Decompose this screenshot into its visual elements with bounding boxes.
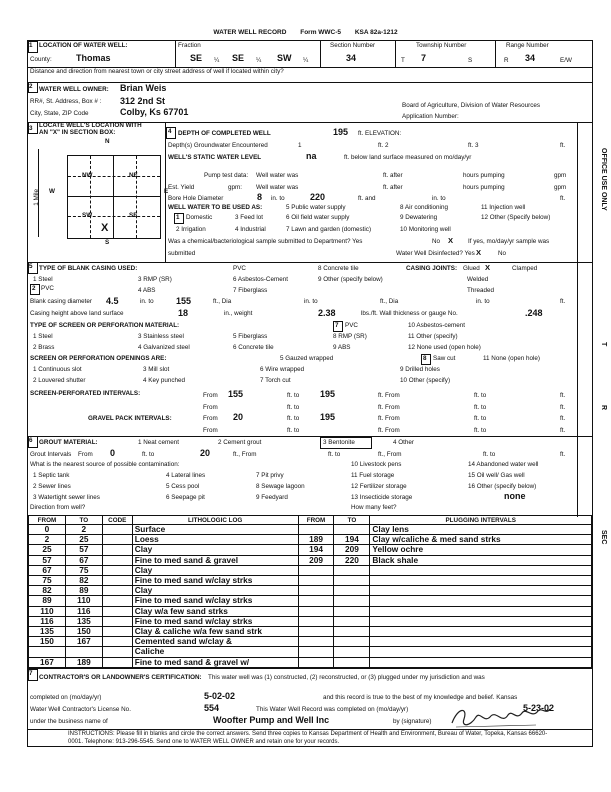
ksa-number: KSA 82a-1212 <box>354 29 398 36</box>
bore-value[interactable]: 8 <box>257 192 263 202</box>
log-cell-to[interactable]: 57 <box>65 545 102 555</box>
casing-label: TYPE OF BLANK CASING USED: <box>39 265 138 272</box>
casing-steel[interactable]: 1 Steel <box>33 276 53 283</box>
log-cell-plug-from[interactable] <box>298 616 334 626</box>
owner-value[interactable]: Brian Weis <box>120 83 167 93</box>
use-dewatering[interactable]: 9 Dewatering <box>400 214 438 221</box>
log-cell-plug-from[interactable] <box>298 657 334 667</box>
log-cell-plug-desc[interactable]: Black shale <box>370 555 592 565</box>
casing-asbestos[interactable]: 6 Asbestos-Cement <box>233 276 288 283</box>
opening-key-punched[interactable]: 4 Key punched <box>143 377 186 384</box>
log-cell-from[interactable] <box>29 647 66 657</box>
use-lawn-garden[interactable]: 7 Lawn and garden (domestic) <box>286 226 372 233</box>
log-cell-plug-to[interactable] <box>334 576 370 586</box>
table-row <box>29 637 592 647</box>
log-cell-plug-to[interactable] <box>334 616 370 626</box>
contam-feedyard[interactable]: 9 Feedyard <box>256 494 288 501</box>
log-cell-code[interactable] <box>102 555 132 565</box>
use-feed-lot[interactable]: 3 Feed lot <box>235 214 264 221</box>
screen-stainless[interactable]: 3 Stainless steel <box>138 333 184 340</box>
perf-from-value[interactable]: 155 <box>228 389 244 399</box>
log-cell-plug-from[interactable] <box>298 647 334 657</box>
use-monitoring[interactable]: 10 Monitoring well <box>400 226 451 233</box>
section-5-number: 5 <box>29 263 33 270</box>
county-value[interactable]: Thomas <box>76 53 111 63</box>
certification-text: This water well was (1) constructed, (2) reconstructed, or (3) plugged under my jurisdiction and was <box>208 674 485 681</box>
perf-intervals-label: SCREEN-PERFORATED INTERVALS: <box>30 390 141 397</box>
table-row <box>29 596 592 606</box>
blank-dia-label: Blank casing diameter <box>30 298 92 305</box>
section-4-number: 4 <box>168 128 172 135</box>
application-number-label: Application Number: <box>402 113 459 120</box>
contam-seepage[interactable]: 6 Seepage pit <box>166 494 205 501</box>
log-cell-lithology[interactable]: Cemented sand w/clay & <box>132 637 298 647</box>
table-row <box>29 647 592 657</box>
log-cell-plug-desc[interactable] <box>370 586 592 596</box>
log-cell-plug-to[interactable]: 220 <box>334 555 370 565</box>
log-header-row <box>29 516 592 525</box>
grid-ne: NE <box>129 172 138 179</box>
log-cell-plug-to[interactable] <box>334 627 370 637</box>
col-code: CODE <box>102 516 132 525</box>
section-location-grid[interactable] <box>67 155 161 239</box>
screen-brass[interactable]: 2 Brass <box>33 344 55 351</box>
log-cell-plug-desc[interactable]: Clay w/caliche & med sand strks <box>370 535 592 545</box>
joints-label: CASING JOINTS: <box>406 265 458 272</box>
township-value[interactable]: 7 <box>421 53 427 63</box>
log-cell-to[interactable]: 25 <box>65 535 102 545</box>
gravel-label: GRAVEL PACK INTERVALS: <box>88 415 172 422</box>
log-cell-code[interactable] <box>102 647 132 657</box>
contam-sewer[interactable]: 2 Sewer lines <box>33 483 71 490</box>
log-cell-plug-from[interactable] <box>298 596 334 606</box>
use-oil-field[interactable]: 6 Oil field water supply <box>286 214 350 221</box>
disinfected-label: Water Well Disinfected? Yes <box>396 250 475 257</box>
log-cell-plug-to[interactable] <box>334 657 370 667</box>
fraction-label: Fraction <box>178 42 201 49</box>
casing-other[interactable]: 9 Other (specify below) <box>318 276 383 283</box>
casing-wrought-iron[interactable]: PVC <box>233 265 246 272</box>
opening-drilled[interactable]: 9 Drilled holes <box>400 366 440 373</box>
log-cell-lithology[interactable]: Clay <box>132 565 298 575</box>
fraction-1[interactable]: SE <box>190 53 203 63</box>
contam-abandoned[interactable]: 14 Abandoned water well <box>468 461 539 468</box>
depth-value[interactable]: 195 <box>333 127 349 137</box>
est-yield-label: Est. Yield <box>168 184 195 191</box>
log-cell-lithology[interactable]: Fine to med sand w/clay strks <box>132 616 298 626</box>
license-value[interactable]: 554 <box>204 703 220 713</box>
opening-wire-wrapped[interactable]: 6 Wire wrapped <box>260 366 305 373</box>
opening-gauzed[interactable]: 5 Gauzed wrapped <box>280 355 334 362</box>
side-r-label: R <box>600 405 607 411</box>
contam-fertilizer[interactable]: 12 Fertilizer storage <box>351 483 407 490</box>
log-cell-plug-desc[interactable] <box>370 596 592 606</box>
use-air-conditioning[interactable]: 8 Air conditioning <box>400 204 448 211</box>
log-cell-lithology[interactable]: Clay w/a few sand strks <box>132 606 298 616</box>
bore-to-value[interactable]: 220 <box>310 192 326 202</box>
table-row <box>29 576 592 586</box>
log-cell-plug-desc[interactable] <box>370 606 592 616</box>
range-label: Range Number <box>506 42 549 49</box>
section-6-number: 6 <box>29 437 33 444</box>
section-1-number: 1 <box>29 42 33 49</box>
use-label: WELL WATER TO BE USED AS: <box>168 204 263 211</box>
screen-rmp[interactable]: 8 RMP (SR) <box>333 333 367 340</box>
grout-cement[interactable]: 2 Cement grout <box>218 439 262 446</box>
table-row <box>29 627 592 637</box>
section-number-value[interactable]: 34 <box>346 53 357 63</box>
casing-height-label: Casing height above land surface <box>30 310 124 317</box>
table-row <box>29 545 592 555</box>
log-cell-to[interactable]: 82 <box>65 576 102 586</box>
contam-cess-pool[interactable]: 5 Cess pool <box>166 483 200 490</box>
city-label: City, State, ZIP Code <box>30 110 89 117</box>
log-cell-plug-desc[interactable] <box>370 616 592 626</box>
table-row <box>29 535 592 545</box>
use-irrigation[interactable]: 2 Irrigation <box>176 226 206 233</box>
log-cell-lithology[interactable]: Fine to med sand & gravel w/ <box>132 657 298 667</box>
screen-none[interactable]: 12 None used (open hole) <box>408 344 481 351</box>
log-cell-code[interactable] <box>102 627 132 637</box>
owner-label: WATER WELL OWNER: <box>39 86 109 93</box>
log-cell-to[interactable]: 75 <box>65 565 102 575</box>
disinfected-yes-mark[interactable]: X <box>476 248 482 257</box>
gravel-to-value[interactable]: 195 <box>320 412 336 422</box>
log-cell-plug-to[interactable] <box>334 647 370 657</box>
form-title: WATER WELL RECORD <box>213 29 287 36</box>
log-cell-plug-to[interactable] <box>334 606 370 616</box>
screen-other[interactable]: 11 Other (specify) <box>408 333 458 340</box>
log-cell-plug-from[interactable]: 209 <box>298 555 334 565</box>
contam-lagoon[interactable]: 8 Sewage lagoon <box>256 483 305 490</box>
log-cell-plug-to[interactable] <box>334 637 370 647</box>
blank-dia-value[interactable]: 4.5 <box>106 296 119 306</box>
office-use-label: OFFICE USE ONLY <box>600 148 607 211</box>
casing-pvc-label[interactable]: PVC <box>41 285 54 292</box>
use-domestic[interactable]: Domestic <box>186 214 213 221</box>
log-cell-plug-desc[interactable] <box>370 576 592 586</box>
how-many-label: How many feet? <box>351 504 397 511</box>
section-3-number: 3 <box>29 125 33 132</box>
contam-watertight[interactable]: 3 Watertight sewer lines <box>33 494 100 501</box>
contam-oil-gas[interactable]: 15 Oil well/ Gas well <box>468 472 525 479</box>
board-label: Board of Agriculture, Division of Water Resources <box>402 102 541 109</box>
log-cell-lithology[interactable]: Fine to med sand w/clay strks <box>132 576 298 586</box>
fraction-3[interactable]: SW <box>277 53 292 63</box>
opening-continuous[interactable]: 1 Continuous slot <box>33 366 82 373</box>
business-label: under the business name of <box>30 718 108 725</box>
opening-other[interactable]: 10 Other (specify) <box>400 377 451 384</box>
lithologic-log-table <box>28 515 592 668</box>
gauge-value[interactable]: .248 <box>525 308 543 318</box>
log-cell-code[interactable] <box>102 596 132 606</box>
table-row <box>29 616 592 626</box>
groundwater-label: Depth(s) Groundwater Encountered <box>168 142 268 149</box>
log-cell-plug-from[interactable] <box>298 576 334 586</box>
log-cell-plug-desc[interactable]: Yellow ochre <box>370 545 592 555</box>
screen-pvc[interactable]: PVC <box>345 322 358 329</box>
log-cell-code[interactable] <box>102 525 132 535</box>
contam-fuel[interactable]: 11 Fuel storage <box>351 472 395 479</box>
side-sec-label: SEC <box>600 530 607 545</box>
log-cell-lithology[interactable]: Caliche <box>132 647 298 657</box>
log-cell-to[interactable]: 167 <box>65 637 102 647</box>
depth-label: DEPTH OF COMPLETED WELL <box>178 130 271 137</box>
direction-label: Direction from well? <box>30 504 86 511</box>
log-cell-code[interactable] <box>102 606 132 616</box>
log-cell-from[interactable]: 167 <box>29 657 66 667</box>
col-plug-from: FROM <box>298 516 334 525</box>
screen-steel[interactable]: 1 Steel <box>33 333 53 340</box>
log-cell-to[interactable]: 2 <box>65 525 102 535</box>
screen-label: TYPE OF SCREEN OR PERFORATION MATERIAL: <box>30 322 180 329</box>
log-cell-plug-to[interactable] <box>334 586 370 596</box>
grid-nw: NW <box>82 172 93 179</box>
col-from: FROM <box>29 516 66 525</box>
contam-pit-privy[interactable]: 7 Pit privy <box>256 472 284 479</box>
log-cell-from[interactable]: 25 <box>29 545 66 555</box>
log-cell-plug-from[interactable] <box>298 525 334 535</box>
blank-to-value[interactable]: 155 <box>176 296 192 306</box>
pump-test-label: Pump test data: <box>204 172 249 179</box>
log-cell-plug-from[interactable] <box>298 606 334 616</box>
log-cell-plug-from[interactable]: 189 <box>298 535 334 545</box>
section-2-number: 2 <box>29 83 33 90</box>
log-cell-code[interactable] <box>102 586 132 596</box>
table-row <box>29 606 592 616</box>
opening-mill-slot[interactable]: 3 Mill slot <box>143 366 170 373</box>
log-cell-from[interactable]: 89 <box>29 596 66 606</box>
distance-label: Distance and direction from nearest town or city street address of well if located within city? <box>30 68 284 75</box>
log-cell-to[interactable] <box>65 647 102 657</box>
log-cell-to[interactable]: 89 <box>65 586 102 596</box>
screen-asbestos[interactable]: 10 Asbestos-cement <box>408 322 466 329</box>
use-industrial[interactable]: 4 Industrial <box>235 226 266 233</box>
log-cell-plug-desc[interactable] <box>370 627 592 637</box>
grid-x-mark[interactable]: X <box>101 222 109 234</box>
use-injection-well[interactable]: 11 Injection well <box>481 204 526 211</box>
col-plug-to: TO <box>334 516 370 525</box>
log-cell-from[interactable]: 57 <box>29 555 66 565</box>
contam-insecticide[interactable]: 13 Insecticide storage <box>351 494 413 501</box>
log-cell-plug-from[interactable] <box>298 627 334 637</box>
casing-fiberglass[interactable]: 7 Fiberglass <box>233 287 268 294</box>
log-cell-code[interactable] <box>102 545 132 555</box>
table-row <box>29 525 592 535</box>
col-to: TO <box>65 516 102 525</box>
gravel-from-value[interactable]: 20 <box>233 412 244 422</box>
log-cell-plug-to[interactable]: 209 <box>334 545 370 555</box>
address-label: RR#, St. Address, Box # : <box>30 98 102 105</box>
side-t-label: T <box>600 342 607 347</box>
casing-abs[interactable]: 4 ABS <box>138 287 156 294</box>
log-cell-lithology[interactable]: Surface <box>132 525 298 535</box>
log-cell-plug-from[interactable] <box>298 565 334 575</box>
glued-mark[interactable]: X <box>485 263 491 272</box>
opening-louvered[interactable]: 2 Louvered shutter <box>33 377 86 384</box>
grout-to-value[interactable]: 20 <box>200 448 211 458</box>
col-lithologic-log: LITHOLOGIC LOG <box>132 516 298 525</box>
range-ew: E/W <box>560 57 572 64</box>
casing-rmp[interactable]: 3 RMP (SR) <box>138 276 172 283</box>
grout-from-value[interactable]: 0 <box>110 448 116 458</box>
log-cell-lithology[interactable]: Fine to med sand & gravel <box>132 555 298 565</box>
log-cell-from[interactable]: 150 <box>29 637 66 647</box>
license-label: Water Well Contractor's License No. <box>30 706 131 713</box>
log-cell-plug-desc[interactable]: Clay lens <box>370 525 592 535</box>
township-label: Township Number <box>416 42 467 49</box>
table-row <box>29 565 592 575</box>
opening-torch-cut[interactable]: 7 Torch cut <box>260 377 291 384</box>
table-row <box>29 555 592 565</box>
record-date-value[interactable]: 5-23-02 <box>523 703 555 713</box>
log-cell-plug-desc[interactable] <box>370 657 592 667</box>
contam-other-value[interactable]: none <box>504 491 526 501</box>
perf-to-value[interactable]: 195 <box>320 389 336 399</box>
bore-label: Bore Hole Diameter <box>168 195 224 202</box>
col-plugging-intervals: PLUGGING INTERVALS <box>370 516 592 525</box>
instructions: INSTRUCTIONS: Please fill in blanks and circle the correct answers. Send three copies to Kansas Department of Health and Environment, Bureau of Water, Topeka, Kansas 66620-0001. Telephone: 913-296-5545. Send one to WATER WELL OWNER and retain one for your records. <box>68 731 548 745</box>
log-cell-plug-to[interactable] <box>334 525 370 535</box>
log-cell-to[interactable]: 110 <box>65 596 102 606</box>
log-cell-lithology[interactable]: Clay <box>132 586 298 596</box>
log-cell-code[interactable] <box>102 576 132 586</box>
certification-label: CONTRACTOR'S OR LANDOWNER'S CERTIFICATION: <box>39 674 202 681</box>
table-row <box>29 657 592 667</box>
log-cell-lithology[interactable]: Fine to med sand w/clay strks <box>132 596 298 606</box>
county-label: County: <box>30 56 52 63</box>
log-cell-plug-to[interactable] <box>334 596 370 606</box>
log-cell-from[interactable]: 0 <box>29 525 66 535</box>
log-cell-from[interactable]: 135 <box>29 627 66 637</box>
chem-label: Was a chemical/bacteriological sample submitted to Department? Yes <box>168 238 363 245</box>
grid-sw: SW <box>82 212 93 219</box>
form-header <box>0 29 611 36</box>
city-value[interactable]: Colby, Ks 67701 <box>120 107 189 117</box>
static-level-label: WELL'S STATIC WATER LEVEL <box>168 154 262 161</box>
chem-no-mark[interactable]: X <box>448 236 454 245</box>
log-cell-from[interactable]: 82 <box>29 586 66 596</box>
grid-se: SE <box>129 212 138 219</box>
use-other[interactable]: 12 Other (Specify below) <box>481 214 551 221</box>
weight-value[interactable]: 2.38 <box>318 308 336 318</box>
business-value[interactable]: Woofter Pump and Well Inc <box>213 715 330 725</box>
log-cell-from[interactable]: 67 <box>29 565 66 575</box>
use-public-supply[interactable]: 5 Public water supply <box>286 204 346 211</box>
fraction-2[interactable]: SE <box>232 53 245 63</box>
openings-label: SCREEN OR PERFORATION OPENINGS ARE: <box>30 355 167 362</box>
screen-galvanized[interactable]: 4 Galvanized steel <box>138 344 190 351</box>
address-value[interactable]: 312 2nd St <box>120 96 166 106</box>
screen-fiberglass[interactable]: 5 Fiberglass <box>233 333 268 340</box>
locate-label: LOCATE WELL'S LOCATION WITH <box>39 122 142 129</box>
casing-concrete[interactable]: 8 Concrete tile <box>318 265 359 272</box>
log-cell-lithology[interactable]: Clay & caliche w/a few sand strk <box>132 627 298 637</box>
grout-neat-cement[interactable]: 1 Neat cement <box>138 439 179 446</box>
screen-abs[interactable]: 9 ABS <box>333 344 351 351</box>
opening-none[interactable]: 11 None (open hole) <box>483 355 540 362</box>
log-cell-code[interactable] <box>102 565 132 575</box>
log-cell-code[interactable] <box>102 616 132 626</box>
section-number-label: Section Number <box>330 42 376 49</box>
log-cell-to[interactable]: 189 <box>65 657 102 667</box>
log-cell-plug-from[interactable]: 194 <box>298 545 334 555</box>
contam-lateral[interactable]: 4 Lateral lines <box>166 472 206 479</box>
log-cell-code[interactable] <box>102 535 132 545</box>
log-cell-plug-from[interactable] <box>298 586 334 596</box>
log-cell-to[interactable]: 135 <box>65 616 102 626</box>
log-cell-to[interactable]: 116 <box>65 606 102 616</box>
location-label: LOCATION OF WATER WELL: <box>39 42 128 49</box>
log-cell-lithology[interactable]: Clay <box>132 545 298 555</box>
log-cell-plug-desc[interactable] <box>370 647 592 657</box>
log-cell-from[interactable]: 75 <box>29 576 66 586</box>
log-cell-plug-desc[interactable] <box>370 637 592 647</box>
static-level-value[interactable]: na <box>306 151 317 161</box>
log-cell-plug-to[interactable]: 194 <box>334 535 370 545</box>
form-number: Form WWC-5 <box>300 29 342 36</box>
range-value[interactable]: 34 <box>525 53 536 63</box>
grout-other[interactable]: 4 Other <box>393 439 414 446</box>
log-cell-plug-desc[interactable] <box>370 565 592 575</box>
screen-concrete[interactable]: 6 Concrete tile <box>233 344 274 351</box>
log-cell-from[interactable]: 2 <box>29 535 66 545</box>
log-cell-code[interactable] <box>102 637 132 647</box>
log-cell-lithology[interactable]: Loess <box>132 535 298 545</box>
log-cell-from[interactable]: 116 <box>29 616 66 626</box>
section-7-number: 7 <box>29 670 33 677</box>
log-cell-code[interactable] <box>102 657 132 667</box>
contam-septic[interactable]: 1 Septic tank <box>33 472 70 479</box>
completed-value[interactable]: 5-02-02 <box>204 691 236 701</box>
grout-label: GROUT MATERIAL: <box>39 439 98 446</box>
log-cell-to[interactable]: 67 <box>65 555 102 565</box>
well-record-form: 1 LOCATION OF WATER WELL: County: Thomas Fraction SE ¼ SE ¼ SW ¼ Section Number 34 Township Number T 7 S Range Number R 34 E/W Distance and direction from nearest town or city street address of well if located within city? 2 WATER WELL OWNER: Brian Weis RR#, St. Address, Box # : 312 2nd St City, State, ZIP Code Colby, Ks 67701 Board of Agriculture, Division of Water Resources Application Number: 3 LOCATE WELL'S LOCATION WITH AN "X" IN SECTION BOX: 4 N W E S 1 Mile DEPTH OF COMPLETED WELL 195 ft. ELEVATION: Depth(s) Groundwater Encountered 1 ft. 2 ft. 3 ft. WELL'S STATIC WATER LEVEL na ft. below land surface measured on mo/day/yr Pump test data: Well water was ft. after hours pumping gpm Est. Yield gpm: Well water was ft. after hours pumping gpm Bore Hole Diameter 8 in. to 220 ft. and in. to ft. WELL WATER TO BE USED AS: 5 Public water supply 8 Air conditioning 11 Injection well 1 Domestic 3 Feed lot 6 Oil field water supply 9 Dewatering 12 Other (Specify below) 2 Irrigation 4 Industrial 7 Lawn and garden (domestic) 10 Monitoring well Was a chemical/bacteriological sample submitted to Department? Yes No X If yes, mo/day/yr sample was submitted Water Well Disinfected? Yes X No 5 TYPE OF BLANK CASING USED: PVC 8 Concrete tile CASING JOINTS: Glued X Clamped 1 Steel 3 RMP (SR) 6 Asbestos-Cement 9 Other (specify below) Welded 2 PVC 4 ABS 7 Fiberglass Threaded Blank casing diameter 4.5 in. to 155 ft., Dia in. to ft., Dia in. to ft. Casing height above land surface 18 in., weight 2.38 lbs./ft. Wall thickness or gauge No. .248 TYPE OF SCREEN OR PERFORATION MATERIAL: 7 PVC 10 Asbestos-cement 1 Steel 3 Stainless steel 5 Fiberglass 8 RMP (SR) 11 Other (specify) 2 Brass 4 Galvanized steel 6 Concrete tile 9 ABS 12 None used (open hole) SCREEN OR PERFORATION OPENINGS ARE: 5 Gauzed wrapped 8 Saw cut 11 None (open hole) 1 Continuous slot 3 Mill slot 6 Wire wrapped 9 Drilled holes 2 Louvered shutter 4 Key punched 7 Torch cut 10 Other (specify) SCREEN-PERFORATED INTERVALS: From 155 ft. to 195 ft. From ft. to ft. From ft. to ft. From ft. to ft. GRAVEL PACK INTERVALS: From 20 ft. to 195 ft. From ft. to ft. From ft. to ft. From ft. to ft. 6 GROUT MATERIAL: 1 Neat cement 2 Cement grout 3 Bentonite 4 Other Grout Intervals From 0 ft. to 20 ft., From ft. to ft., From ft. to ft. What is the nearest source of possible contamination: 10 Livestock pens 14 Abandoned water well 1 Septic tank 4 Lateral lines 7 Pit privy 11 Fuel storage 15 Oil well/ Gas well 2 Sewer lines 5 Cess pool 8 Sewage lagoon 12 Fertilizer storage 16 Other (specify below) 3 Watertight sewer lines 6 Seepage pit 9 Feedyard 13 Insecticide storage none Direction from well? How many feet? FROM TO CODE LITHOLOGIC LOG FROM TO PLUGGING INTERVALS 0 2 Surface Clay lens 2 25 Loess 189 194 Clay w/caliche & med sand strks 25 57 Clay 194 209 Yellow ochre 57 67 Fine to med sand & gravel 209 220 Black shale 67 75 Clay 75 82 Fine to med sand w/clay strks 82 89 Clay 89 110 Fine to med sand w/clay strks 110 116 Clay w/a few sand strks 116 135 Fine to med sand w/clay strks 135 150 Clay & caliche w/a few sand strk 150 167 Cemented sand w/clay & Caliche 167 189 Fine to med sand & gravel w/ 7 CONTRACTOR'S OR LANDOWNER'S CERTIFICATION: This water well was (1) constructed, (2) reconstructed, or (3) plugged under my jurisdiction and was completed on (mo/day/yr) 5-02-02 and this record is true to the best of my knowledge and belief. Kansas Water Well Contractor's License No. 554 This Water Well Record was completed on (mo/day/yr) 5-23-02 under the business name of Woofter Pump and Well Inc by (signature) INSTRUCTIONS: Please fill in blanks and circle the correct answers. Send three copies to Kansas Department of Health and Environment, Bureau of Water, Topeka, Kansas 66620-0001. Telephone: 913-296-5545. Send one to WATER WELL OWNER and retain one for your records. <box>27 40 593 747</box>
mile-label: 1 Mile <box>33 189 40 206</box>
grout-intervals-label: Grout Intervals <box>30 451 72 458</box>
locate-label-2: AN "X" IN SECTION BOX: <box>39 129 116 136</box>
casing-height-value[interactable]: 18 <box>178 308 189 318</box>
grout-bentonite: 3 Bentonite <box>323 439 355 446</box>
contam-livestock[interactable]: 10 Livestock pens <box>351 461 402 468</box>
log-cell-from[interactable]: 110 <box>29 606 66 616</box>
completed-label: completed on (mo/day/yr) <box>30 694 102 701</box>
log-cell-plug-from[interactable] <box>298 637 334 647</box>
opening-saw-cut[interactable]: Saw cut <box>433 355 456 362</box>
contam-other[interactable]: 16 Other (specify below) <box>468 483 537 490</box>
signature-mark <box>446 705 556 731</box>
log-cell-to[interactable]: 150 <box>65 627 102 637</box>
contamination-label: What is the nearest source of possible contamination: <box>30 461 180 468</box>
table-row <box>29 586 592 596</box>
log-cell-plug-to[interactable] <box>334 565 370 575</box>
